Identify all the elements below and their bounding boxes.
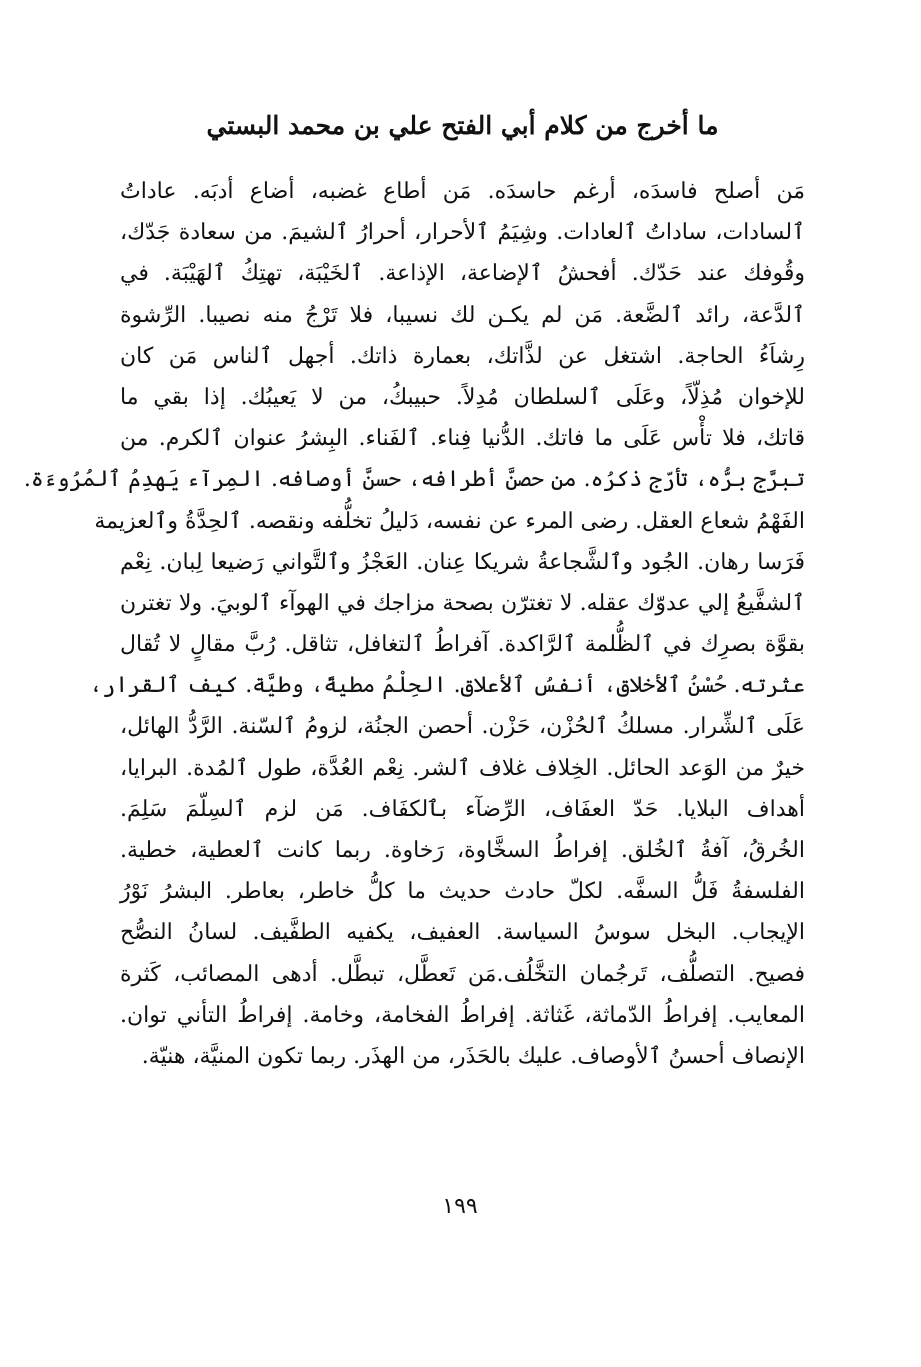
text-line: عَلَى ٱلشِّرار. مسلكُ ٱلحُزْن، حَزْن. أحصن الجنُة، لزومُ ٱلسّنة. الرَّدُّ الهائل،: [120, 714, 805, 740]
text-line: الإنصاف أحسنُ ٱلأوصاف. عليك بالحَذَر، من الهذَر. ربما تكون المنيَّة، هنيّة.: [141, 1043, 805, 1069]
section-heading: ما أخرج من كلام أبي الفتح علي بن محمد البستي: [206, 111, 719, 140]
text-line: خيرٌ من الوَعد الحائل. الخِلاف غلاف ٱلشر. نِعْم العُدَّة، طول ٱلمُدة. البرايا،: [120, 755, 805, 781]
text-line: ٱلسادات، ساداتُ ٱلعادات. وشِيَمُ ٱلأحرار، أحرارُ ٱلشيمَ. من سعادة جَدّك،: [120, 220, 805, 246]
text-line: المعايب. إفراطُ الدّماثة، غَثاثة. إفراطُ الفخامة، وخامة. إفراطُ التأني توان.: [120, 1002, 805, 1028]
text-line: فصيح. التصلُّف، تَرجُمان التخَّلُف.مَن تَعطَّل، تبطَّل. أدهى المصائب، كَثرة: [120, 961, 805, 987]
text-line: فَرَسا رهان. الجُود وٱلشَّجاعةُ شريكا عِنان. العَجْزُ وٱلتَّواني رَضيعا لِبان. نِعْم: [120, 549, 805, 575]
text-line: وقُوفك عند حَدّك. أفحشُ ٱلإضاعة، الإذاعة. ٱلخَيْبَة، تهتِكُ ٱلهَيْبَة. في: [120, 261, 805, 287]
text-line: رِشاَءُ الحاجة. اشتغل عن لذَّاتك، بعمارة ذاتك. أجهل ٱلناس مَن كان: [120, 343, 805, 369]
text-line: عثرته. حُسْنُ ٱلأخلاق، أنفسُ ٱلأعلاق. الحِلْمُ مطيةً، وطيَّة. كيف ٱلقرار،: [89, 673, 805, 699]
text-line: قاتك، فلا تأْس عَلَى ما فاتك. الدُّنيا فِناء. ٱلفَناء. البِشرُ عنوان ٱلكرم. من: [120, 426, 805, 452]
text-line: أهداف البلايا. حَدّ العفَاف، الرِّضآء بٱلكفَاف. مَن لزم ٱلسِلّمَ سَلِمَ.: [120, 796, 805, 822]
text-line: الفَهْمُ شعاع العقل. رضى المرء عن نفسه، دَليلُ تخلُّفه ونقصه. ٱلحِدَّةُ وٱلعزيمة: [94, 508, 805, 534]
text-line: ٱلدَّعة، رائد ٱلضَّعة. مَن لم يكـن لك نسيبا، فلا تَرْجُ منه نصيبا. الرِّشوة: [120, 302, 805, 328]
page-number: ١٩٩: [442, 1194, 478, 1219]
text-line: تبرَّج برُّه، تأرّج ذكرُه. من حصنَّ أطرافه، حسنَّ أوصافه. المِرآء يَهدِمُ ٱلمُرُوءَة.: [23, 467, 805, 493]
text-line: الخُرقُ، آفةُ ٱلخُلق. إفراطُ السخَّاوة، رَخاوة. ربما كانت ٱلعطية، خطية.: [120, 838, 805, 863]
body-text: [23, 171, 805, 1077]
text-line: الفلسفةُ فَلُّ السفَّه. لكلّ حادث حديث ما كلُّ خاطر، بعاطر. البشرُ نَوْرُ: [120, 879, 805, 905]
text-line: بقوَّة بصرِك في ٱلظُّلمة ٱلرَّاكدة. آفراطُ ٱلتغافل، تثاقل. رُبَّ مقالٍ لا تُقال: [120, 632, 805, 658]
text-line: ٱلشفَّيعُ إلي عدوّك عقله. لا تغترّن بصحة مزاجك في الهوآء ٱلوبيَ. ولا تغترن: [120, 590, 805, 616]
text-line: مَن أصلح فاسدَه، أرغم حاسدَه. مَن أطاع غضبه، أضاع أدبَه. عاداتُ: [120, 179, 805, 204]
text-line: للإخوان مُذِلّاً، وعَلَى ٱلسلطان مُدِلاً. حبيبكُ، من لا يَعيبُك. إذا بقي ما: [120, 384, 805, 410]
text-line: الإيجاب. البخل سوسُ السياسة. العفيف، يكفيه الطفَّيف. لسانُ النصُّح: [120, 920, 805, 946]
